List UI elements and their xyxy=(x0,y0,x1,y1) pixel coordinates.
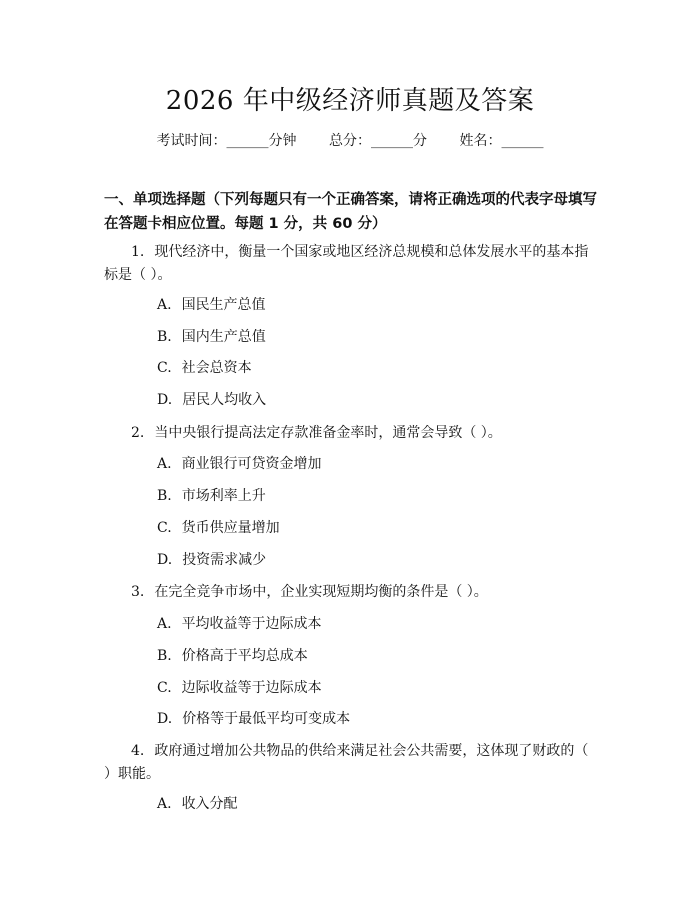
question-number: 3. xyxy=(131,584,145,600)
option-text: 货币供应量增加 xyxy=(181,520,280,536)
name-field: 姓名：______ xyxy=(459,133,544,149)
exam-meta-line xyxy=(0,131,700,151)
question-1-option-d xyxy=(157,390,266,410)
option-text: 价格等于最低平均可变成本 xyxy=(182,711,351,727)
option-letter: B. xyxy=(157,488,172,504)
section-heading: 一、单项选择题（下列每题只有一个正确答案，请将正确选项的代表字母填写在答题卡相应位置。每题 1 分，共 60 分） xyxy=(104,192,597,232)
question-number: 4. xyxy=(131,743,145,759)
option-text: 边际收益等于边际成本 xyxy=(181,680,322,696)
exam-time-field: 考试时间：______分钟 xyxy=(156,133,297,149)
question-2-option-d xyxy=(157,550,266,570)
option-letter: B. xyxy=(157,648,172,664)
question-number: 2. xyxy=(131,425,145,441)
option-letter: B. xyxy=(157,329,172,345)
question-1-option-b xyxy=(157,327,266,347)
question-text: 当中央银行提高法定存款准备金率时，通常会导致（ ）。 xyxy=(154,425,502,441)
question-3-option-d xyxy=(157,709,350,729)
option-letter: C. xyxy=(157,680,172,696)
option-letter: D. xyxy=(157,392,173,408)
question-1 xyxy=(104,241,599,287)
question-2-option-b xyxy=(157,486,266,506)
option-text: 居民人均收入 xyxy=(182,392,267,408)
option-letter: D. xyxy=(157,711,173,727)
question-2 xyxy=(104,422,599,445)
option-letter: A. xyxy=(157,616,172,632)
option-text: 商业银行可贷资金增加 xyxy=(181,456,322,472)
option-letter: C. xyxy=(157,520,172,536)
option-letter: A. xyxy=(157,297,172,313)
question-3 xyxy=(104,581,599,604)
option-text: 平均收益等于边际成本 xyxy=(181,616,322,632)
total-score-field: 总分：______分 xyxy=(329,133,427,149)
question-4 xyxy=(104,740,599,786)
question-text: 政府通过增加公共物品的供给来满足社会公共需要，这体现了财政的（ ）职能。 xyxy=(104,743,589,782)
option-letter: C. xyxy=(157,360,172,376)
question-text: 在完全竞争市场中，企业实现短期均衡的条件是（ ）。 xyxy=(154,584,488,600)
question-3-option-b xyxy=(157,646,308,666)
question-3-option-c xyxy=(157,678,322,698)
option-letter: D. xyxy=(157,552,173,568)
question-2-option-c xyxy=(157,518,280,538)
option-text: 社会总资本 xyxy=(181,360,252,376)
question-1-option-a xyxy=(157,295,266,315)
option-text: 收入分配 xyxy=(181,796,238,812)
question-number: 1. xyxy=(131,244,145,260)
option-text: 国内生产总值 xyxy=(181,329,266,345)
question-text: 现代经济中，衡量一个国家或地区经济总规模和总体发展水平的基本指标是（ ）。 xyxy=(104,244,589,283)
option-letter: A. xyxy=(157,456,172,472)
option-letter: A. xyxy=(157,796,172,812)
question-4-option-a xyxy=(157,794,238,814)
option-text: 投资需求减少 xyxy=(182,552,267,568)
page-title: 2026 年中级经济师真题及答案 xyxy=(165,86,535,116)
option-text: 国民生产总值 xyxy=(181,297,266,313)
option-text: 市场利率上升 xyxy=(181,488,266,504)
question-3-option-a xyxy=(157,614,322,634)
question-1-option-c xyxy=(157,358,252,378)
question-2-option-a xyxy=(157,454,322,474)
option-text: 价格高于平均总成本 xyxy=(181,648,308,664)
